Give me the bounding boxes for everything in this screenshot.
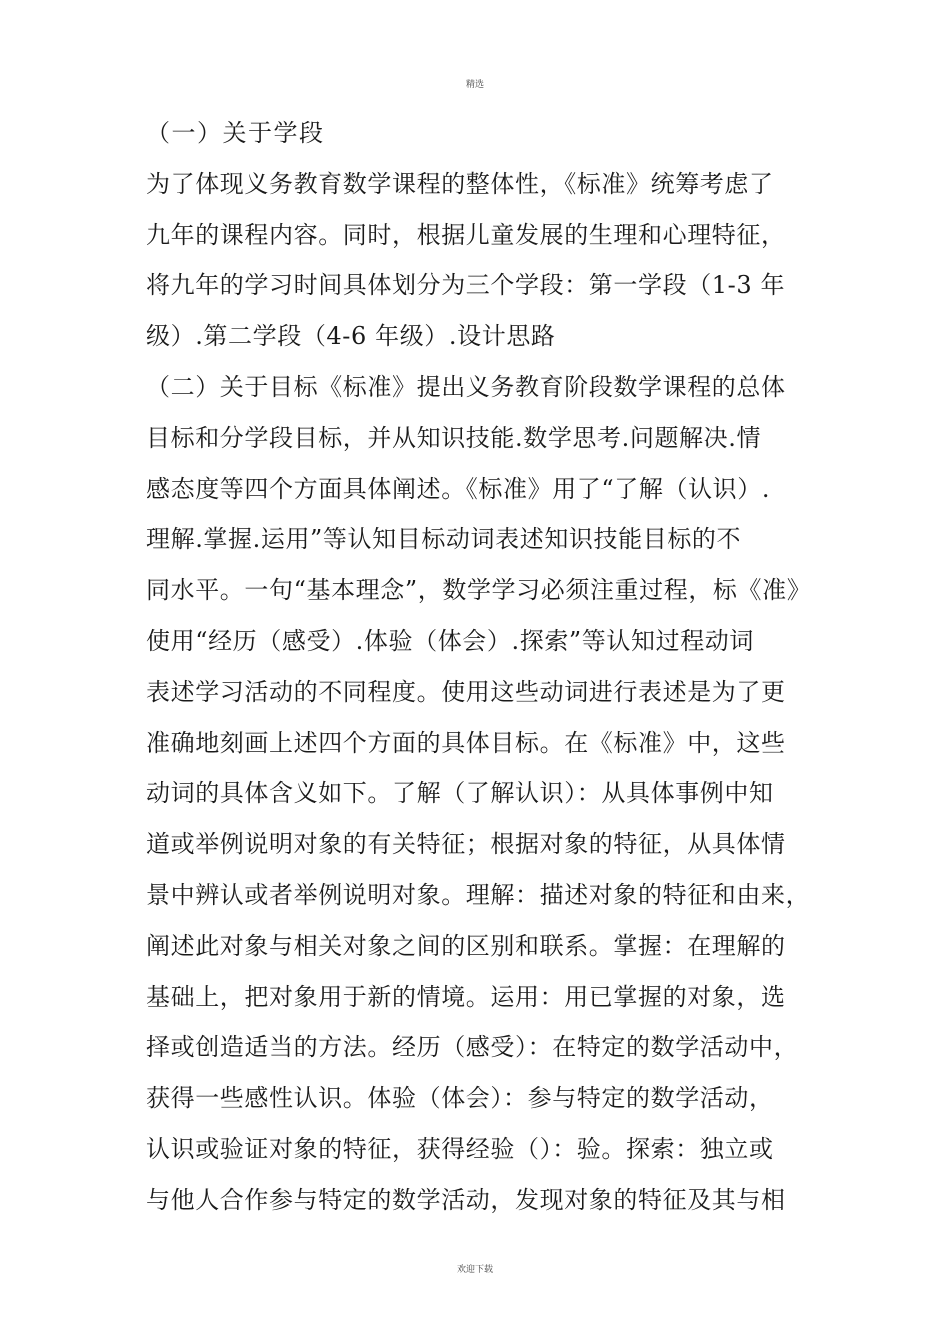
page-footer: 欢迎下载 [456,1265,493,1275]
text-line: 景中辨认或者举例说明对象。理解：描述对象的特征和由来， [146,880,811,909]
text-line: 认识或验证对象的特征，获得经验（）：验。探索：独立或 [146,1134,774,1163]
text-line: 基础上，把对象用于新的情境。运用：用已掌握的对象，选 [146,982,786,1011]
text-line: 将九年的学习时间具体划分为三个学段：第一学段（1-3 年 [146,271,786,300]
text-line: 级）.第二学段（4-6 年级）.设计思路 [146,322,556,351]
text-line: 目标和分学段目标，并从知识技能.数学思考.问题解决.情 [146,423,762,452]
text-line: 理解.掌握.运用”等认知目标动词表述知识技能目标的不 [146,525,742,554]
section-heading: （一）关于学段 [146,119,325,147]
text-line: 与他人合作参与特定的数学活动，发现对象的特征及其与相 [146,1185,786,1214]
text-line: 九年的课程内容。同时，根据儿童发展的生理和心理特征， [146,220,786,249]
text-line: 感态度等四个方面具体阐述。《标准》用了“了解（认识）. [146,474,771,503]
document-body [146,116,810,1234]
text-line: 为了体现义务教育数学课程的整体性，《标准》统筹考虑了 [146,169,774,198]
text-line: 获得一些感性认识。体验（体会）：参与特定的数学活动， [146,1084,774,1113]
page-header: 精选 [465,80,484,90]
text-line: 动词的具体含义如下。了解（了解认识）：从具体事例中知 [146,779,774,808]
text-line: 准确地刻画上述四个方面的具体目标。在《标准》中，这些 [146,728,786,757]
text-line: （二）关于目标《标准》提出义务教育阶段数学课程的总体 [146,372,786,401]
text-line: 阐述此对象与相关对象之间的区别和联系。掌握：在理解的 [146,931,786,960]
text-line: 择或创造适当的方法。经历（感受）：在特定的数学活动中， [146,1033,799,1062]
text-line: 道或举例说明对象的有关特征；根据对象的特征，从具体情 [146,830,786,859]
text-line: 使用“经历（感受）.体验（体会）.探索”等认知过程动词 [146,626,754,655]
text-line: 表述学习活动的不同程度。使用这些动词进行表述是为了更 [146,677,786,706]
text-line: 同水平。一句“基本理念”，数学学习必须注重过程，标《准》 [146,576,812,605]
